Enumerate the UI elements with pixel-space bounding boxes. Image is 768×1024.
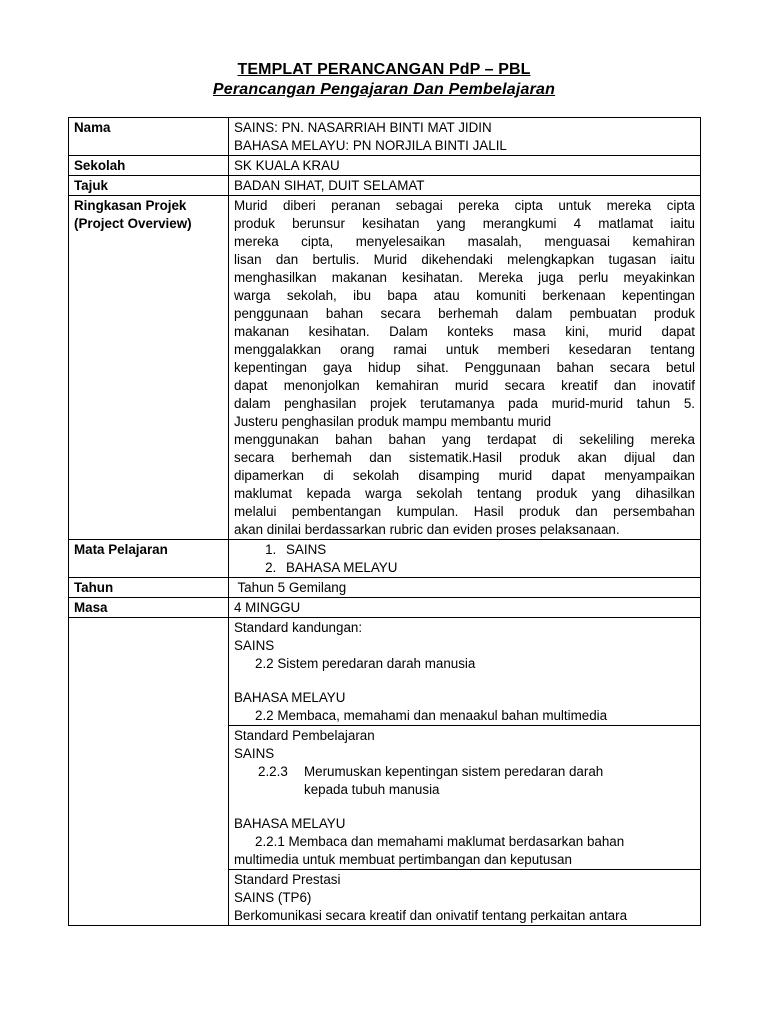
label-tajuk: Tajuk [69,176,229,196]
standard-kandungan-bm-label: BAHASA MELAYU [234,690,346,705]
row-sekolah [69,156,701,176]
overview-line: dapat menonjolkan kemahiran murid secara kreatif dan inovatif [234,378,695,393]
label-nama: Nama [69,118,229,156]
label-ringkasan-line2: (Project Overview) [74,216,192,231]
label-ringkasan [69,196,229,540]
standard-pembelajaran-sains-num: 2.2.3 [258,764,288,779]
standard-prestasi-heading: Standard Prestasi [234,872,341,887]
subject-item-bahasa-melayu: 2. BAHASA MELAYU [280,559,695,577]
overview-line: makanan kesihatan. Dalam konteks masa kini, murid dapat [234,324,695,339]
document-header [0,60,768,99]
overview-line: warga sekolah, ibu bapa atau komuniti berkenaan kepentingan [234,288,695,303]
spacer [234,673,695,689]
teacher-sains: SAINS: PN. NASARRIAH BINTI MAT JIDIN [234,120,492,135]
row-standard-kandungan [69,618,701,726]
standard-kandungan-sains-label: SAINS [234,638,275,653]
overview-line: Justeru penghasilan produk mampu membantu murid [234,414,552,429]
overview-line: akan dinilai berdassarkan rubric dan eviden proses pelaksanaan. [234,522,620,537]
standard-pembelajaran-heading: Standard Pembelajaran [234,728,375,743]
overview-line: produk berunsur kesihatan yang merangkumi 4 matlamat iaitu [234,216,695,231]
value-standard-prestasi [229,870,701,926]
overview-line: dipamerkan di sekolah disamping murid dapat menyampaikan [234,468,695,483]
standard-pembelajaran-sains-line2: kepada tubuh manusia [304,782,440,797]
value-sekolah: SK KUALA KRAU [229,156,701,176]
overview-line: penggunaan bahan secara berhemah dalam pembuatan produk [234,306,695,321]
spacer [234,799,695,815]
row-nama [69,118,701,156]
standard-prestasi-line1: Berkomunikasi secara kreatif dan onivatif tentang perkaitan antara [234,908,628,923]
value-masa: 4 MINGGU [229,598,701,618]
overview-line: maklumat kepada warga sekolah tentang produk yang dihasilkan [234,486,695,501]
standard-kandungan-bm-item: 2.2 Membaca, memahami dan menaakul bahan multimedia [255,708,608,723]
value-nama [229,118,701,156]
overview-line: kepentingan gaya hidup sihat. Penggunaan bahan secara betul [234,360,695,375]
label-tahun: Tahun [69,578,229,598]
label-mata-pelajaran: Mata Pelajaran [69,540,229,578]
document-title: TEMPLAT PERANCANGAN PdP – PBL [237,61,531,78]
row-tahun [69,578,701,598]
row-masa [69,598,701,618]
subject-item-sains: 1. SAINS [280,541,695,559]
overview-line: menggalakkan orang ramai untuk memberi kesedaran tentang [234,342,695,357]
overview-line: melalui pembentangan kumpulan. Hasil produk dan persembahan [234,504,695,519]
row-ringkasan [69,196,701,540]
label-masa: Masa [69,598,229,618]
standard-pembelajaran-bm-line1: 2.2.1 Membaca dan memahami maklumat berdasarkan bahan [255,834,625,849]
row-tajuk [69,176,701,196]
standard-kandungan-sains-item: 2.2 Sistem peredaran darah manusia [255,656,476,671]
value-standard-pembelajaran [229,726,701,870]
overview-line: menggunakan bahan bahan yang terdapat di sekeliling mereka [234,432,695,447]
overview-line: secara berhemah dan sistematik.Hasil produk akan dijual dan [234,450,695,465]
value-tajuk: BADAN SIHAT, DUIT SELAMAT [229,176,701,196]
standard-pembelajaran-sains-text1: Merumuskan kepentingan sistem peredaran darah [304,764,604,779]
overview-line: dalam penghasilan projek terutamanya pada murid-murid tahun 5. [234,396,695,411]
value-standard-kandungan [229,618,701,726]
row-mata-pelajaran [69,540,701,578]
subject-list [234,541,695,577]
teacher-bahasa-melayu: BAHASA MELAYU: PN NORJILA BINTI JALIL [234,138,507,153]
label-ringkasan-line1: Ringkasan Projek [74,198,187,213]
standard-pembelajaran-sains-line1 [234,763,695,781]
overview-line: Murid diberi peranan sebagai pereka cipta untuk mereka cipta [234,198,695,213]
standard-pembelajaran-bm-line2: multimedia untuk membuat pertimbangan dan keputusan [234,852,572,867]
value-tahun: Tahun 5 Gemilang [229,578,701,598]
value-ringkasan [229,196,701,540]
overview-line: lisan dan bertulis. Murid dikehendaki melengkapkan tugasan iaitu [234,252,695,267]
standard-pembelajaran-sains-label: SAINS [234,746,275,761]
standard-prestasi-sains-label: SAINS (TP6) [234,890,312,905]
standard-pembelajaran-bm-label: BAHASA MELAYU [234,816,346,831]
planning-table [68,117,701,926]
overview-line: menghasilkan makanan kesihatan. Mereka juga perlu meyakinkan [234,270,695,285]
overview-line: mereka cipta, menyelesaikan masalah, menguasai kemahiran [234,234,695,249]
label-sekolah: Sekolah [69,156,229,176]
label-standards-empty [69,618,229,926]
document-subtitle: Perancangan Pengajaran Dan Pembelajaran [212,81,556,98]
standard-kandungan-heading: Standard kandungan: [234,620,363,635]
value-mata-pelajaran [229,540,701,578]
